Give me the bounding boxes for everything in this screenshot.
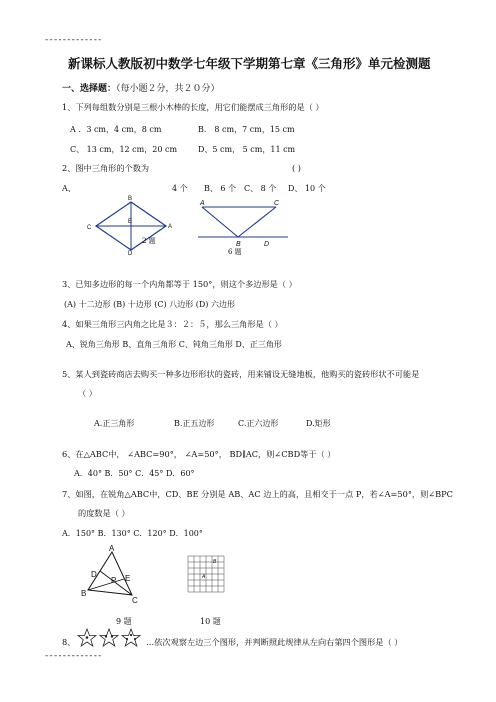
- q3-options: (A) 十二边形 (B) 十边形 (C) 八边形 (D) 六边形: [64, 300, 235, 309]
- rhombus-label-c: C: [87, 225, 92, 231]
- fig9-label-e: E: [125, 574, 131, 583]
- figure-q6-caption: 6 题: [228, 248, 242, 256]
- triangle-label-d: D: [264, 241, 270, 247]
- figure-q9-triangle: [80, 543, 150, 605]
- q4-options: A、锐角三角形 B、直角三角形 C、钝角三角形 D、正三角形: [66, 340, 282, 349]
- q1-stem: 1、下列每组数分别是三根小木棒的长度，用它们能摆成三角形的是（ ）: [62, 102, 324, 112]
- q1-option-d: D、5 cm， 5 cm，11 cm: [198, 145, 296, 154]
- q1-option-b: B． 8 cm，7 cm，15 cm: [198, 125, 295, 134]
- triangle-label-a: A: [200, 200, 205, 207]
- fig9-label-b: B: [81, 589, 87, 598]
- q2-option-a-label: A、: [62, 184, 76, 193]
- rhombus-label-e: E: [128, 219, 133, 225]
- figure-q10-caption: 10 题: [200, 617, 221, 626]
- q2-option-d: D、 10 个: [288, 184, 326, 193]
- q2-option-b: B、 6 个: [204, 184, 237, 193]
- rhombus-label-b: B: [128, 196, 133, 202]
- triangle-label-c: C: [274, 200, 280, 207]
- figure-q2-caption: 2 题: [142, 237, 156, 245]
- q2-option-c: C、 8 个: [244, 184, 277, 193]
- q7-stem: 7、如图，在锐角△ABC中，CD、BE 分别是 AB、AC 边上的高，且相交于一点 P，若∠A=50°，则∠BPC: [62, 489, 453, 499]
- q8-number: 8、: [62, 637, 76, 647]
- rhombus-label-d: D: [128, 251, 133, 256]
- q2-paren: ( ): [292, 163, 301, 173]
- rhombus-label-a: A: [168, 224, 173, 230]
- q6-stem: 6、在△ABC中， ∠ABC=90°， ∠A=50°， BD∥AC，则∠CBD等于（ ）: [62, 449, 336, 459]
- fig9-label-p: P: [111, 576, 117, 585]
- section-heading-label: 一、选择题：: [62, 84, 117, 94]
- q1-option-a: A ．3 cm，4 cm，8 cm: [70, 125, 162, 134]
- q7-options: A．150° B．130° C．120° D．100°: [62, 529, 203, 538]
- grid-label-a: A: [202, 574, 206, 580]
- q8-text: …依次观察左边三个图形，并判断照此规律从左向右第四个图形是（ ）: [146, 637, 403, 647]
- q1-option-c: C、 13 cm，12 cm，20 cm: [70, 145, 178, 154]
- q2-option-a-value: 4 个: [172, 184, 188, 193]
- q5-option-a: A.正三角形: [94, 419, 135, 428]
- q7-stem-continued: 的度数是（ ）: [78, 508, 130, 518]
- figure-q2-rhombus: [84, 194, 174, 256]
- fig9-label-a: A: [109, 544, 115, 553]
- q4-stem: 4、如果三角形三内角之比是３：２：５，那么三角形是（ ）: [62, 319, 283, 329]
- q6-options: A．40° B．50° C．45° D．60°: [74, 469, 195, 478]
- triangle-label-b: B: [236, 241, 241, 247]
- q5-stem: 5、某人到瓷砖商店去购买一种多边形形状的瓷砖，用来铺设无缝地板，他购买的瓷砖形状不可能是: [62, 369, 420, 379]
- q8-star-figures: [76, 627, 142, 649]
- fig9-label-c: C: [132, 596, 138, 605]
- star-icon: [100, 629, 118, 646]
- figure-q9-caption: 9 题: [116, 617, 132, 626]
- section-heading-note: （每小题２分，共２０分）: [116, 84, 220, 94]
- q5-option-d: D.矩形: [306, 419, 331, 428]
- grid-label-b: B: [213, 559, 217, 565]
- q2-stem: 2、图中三角形的个数为: [62, 163, 150, 173]
- section-heading: [62, 81, 220, 94]
- q5-option-b: B.正五边形: [174, 419, 215, 428]
- star-icon: [122, 629, 140, 646]
- q3-stem: 3、已知多边形的每一个内角都等于 150°，则这个多边形是（ ）: [62, 279, 297, 289]
- q5-option-c: C.正六边形: [238, 419, 279, 428]
- footer-dashes: -------------: [44, 651, 102, 661]
- figure-q10-grid: [186, 554, 228, 598]
- figure-q6-triangle: [196, 197, 292, 247]
- fig9-label-d: D: [91, 570, 97, 579]
- header-dashes: -------------: [44, 35, 102, 45]
- q5-paren: （ ）: [78, 388, 97, 398]
- page-title: 新课标人教版初中数学七年级下学期第七章《三角形》单元检测题: [68, 56, 431, 71]
